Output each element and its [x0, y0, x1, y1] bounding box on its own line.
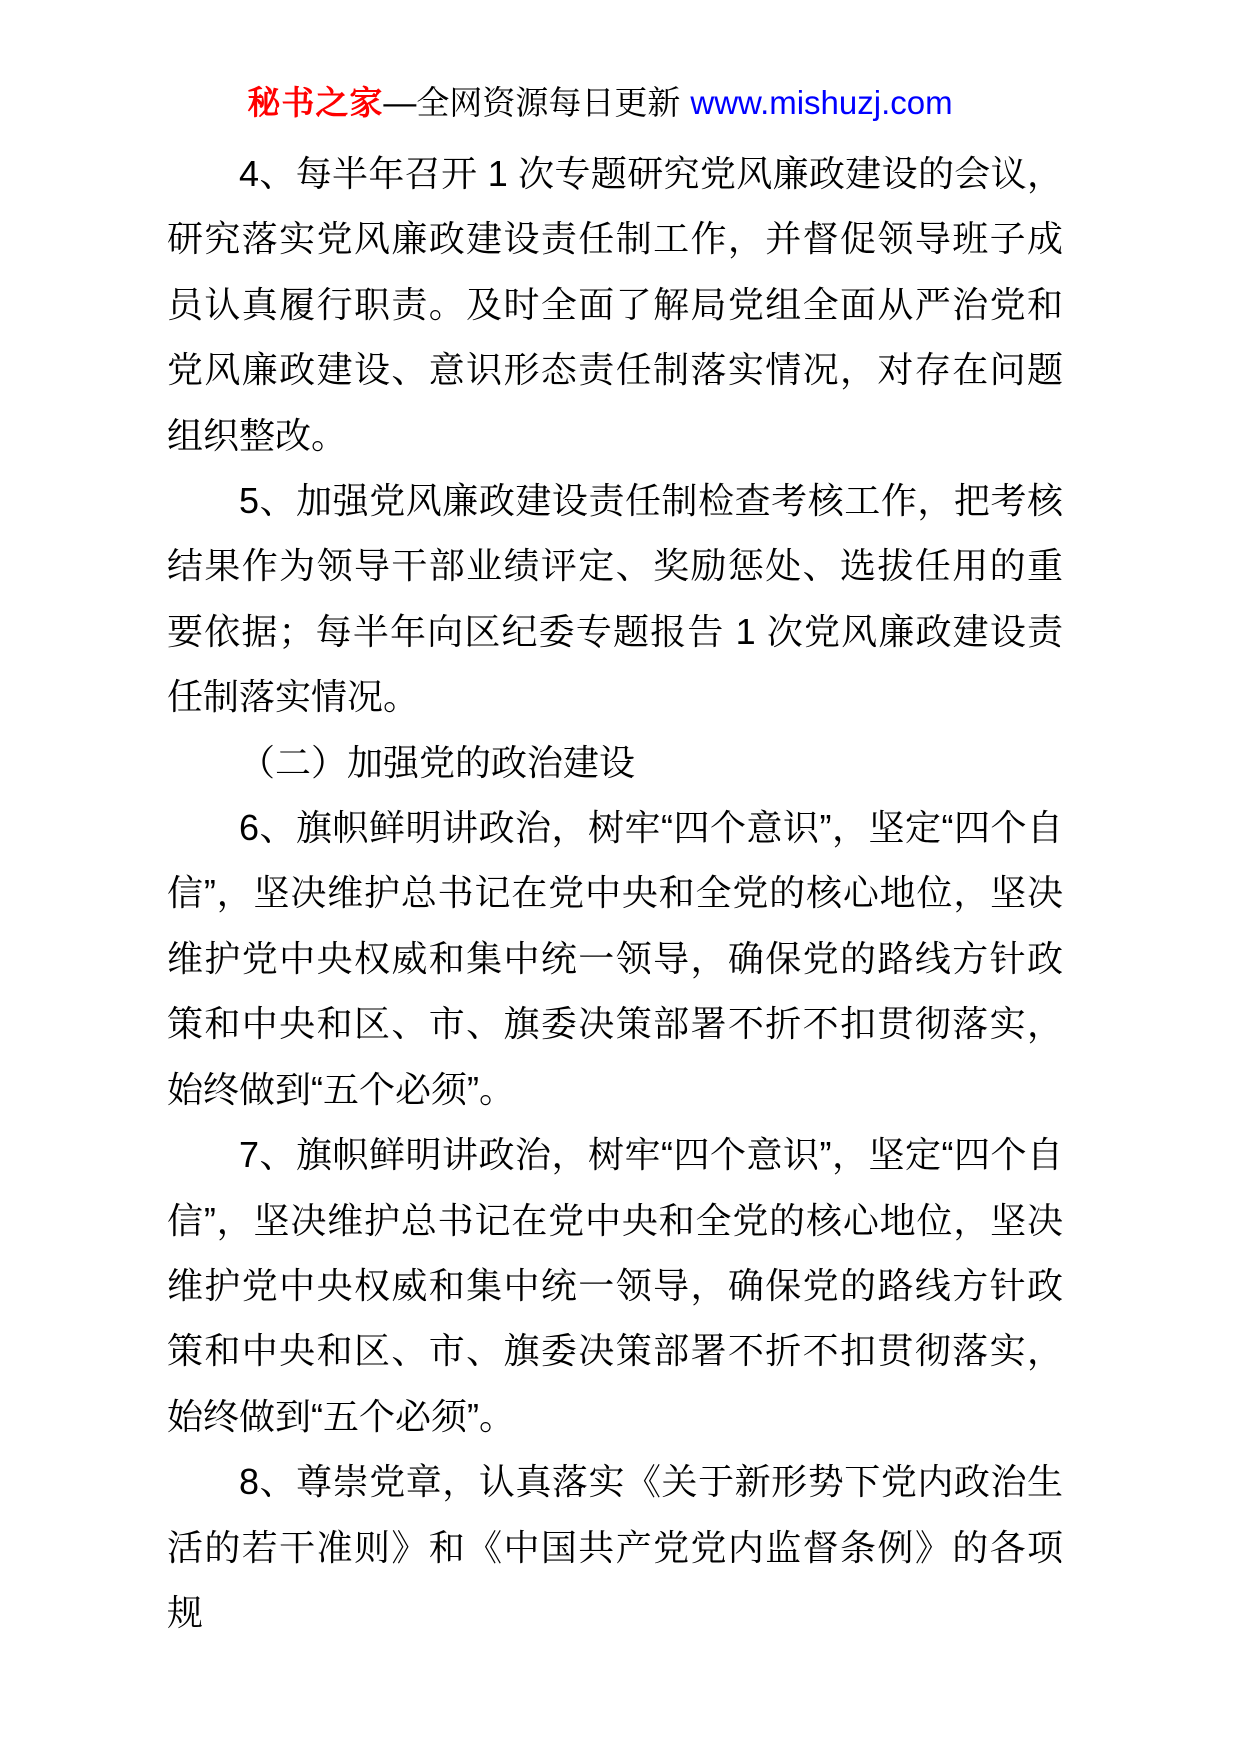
paragraph-6: 6、旗帜鲜明讲政治，树牢“四个意识”，坚定“四个自信”，坚决维护总书记在党中央和全党的核心地位，坚决维护党中央权威和集中统一领导，确保党的路线方针政策和中央和区、市、旗委决策部署不折不扣贯彻落实，始终做到“五个必须”。	[167, 807, 1063, 1110]
site-url-link[interactable]: www.mishuzj.com	[690, 84, 953, 121]
site-name: 秘书之家	[247, 84, 384, 121]
header-tagline: 全网资源每日更新	[416, 84, 681, 121]
document-body	[167, 141, 1063, 1645]
page-header	[0, 82, 1200, 124]
paragraph-8: 8、尊崇党章，认真落实《关于新形势下党内政治生活的若干准则》和《中国共产党党内监督条例》的各项规	[167, 1461, 1063, 1633]
section-heading-2: （二）加强党的政治建设	[239, 741, 636, 783]
paragraph-4: 4、每半年召开 1 次专题研究党风廉政建设的会议，研究落实党风廉政建设责任制工作，并督促领导班子成员认真履行职责。及时全面了解局党组全面从严治党和党风廉政建设、意识形态责任制落实情况，对存在问题组织整改。	[167, 153, 1063, 456]
header-dash: —	[383, 84, 417, 121]
paragraph-7: 7、旗帜鲜明讲政治，树牢“四个意识”，坚定“四个自信”，坚决维护总书记在党中央和全党的核心地位，坚决维护党中央权威和集中统一领导，确保党的路线方针政策和中央和区、市、旗委决策部署不折不扣贯彻落实，始终做到“五个必须”。	[167, 1134, 1063, 1437]
paragraph-5: 5、加强党风廉政建设责任制检查考核工作，把考核结果作为领导干部业绩评定、奖励惩处、选拔任用的重要依据；每半年向区纪委专题报告 1 次党风廉政建设责任制落实情况。	[167, 480, 1063, 718]
